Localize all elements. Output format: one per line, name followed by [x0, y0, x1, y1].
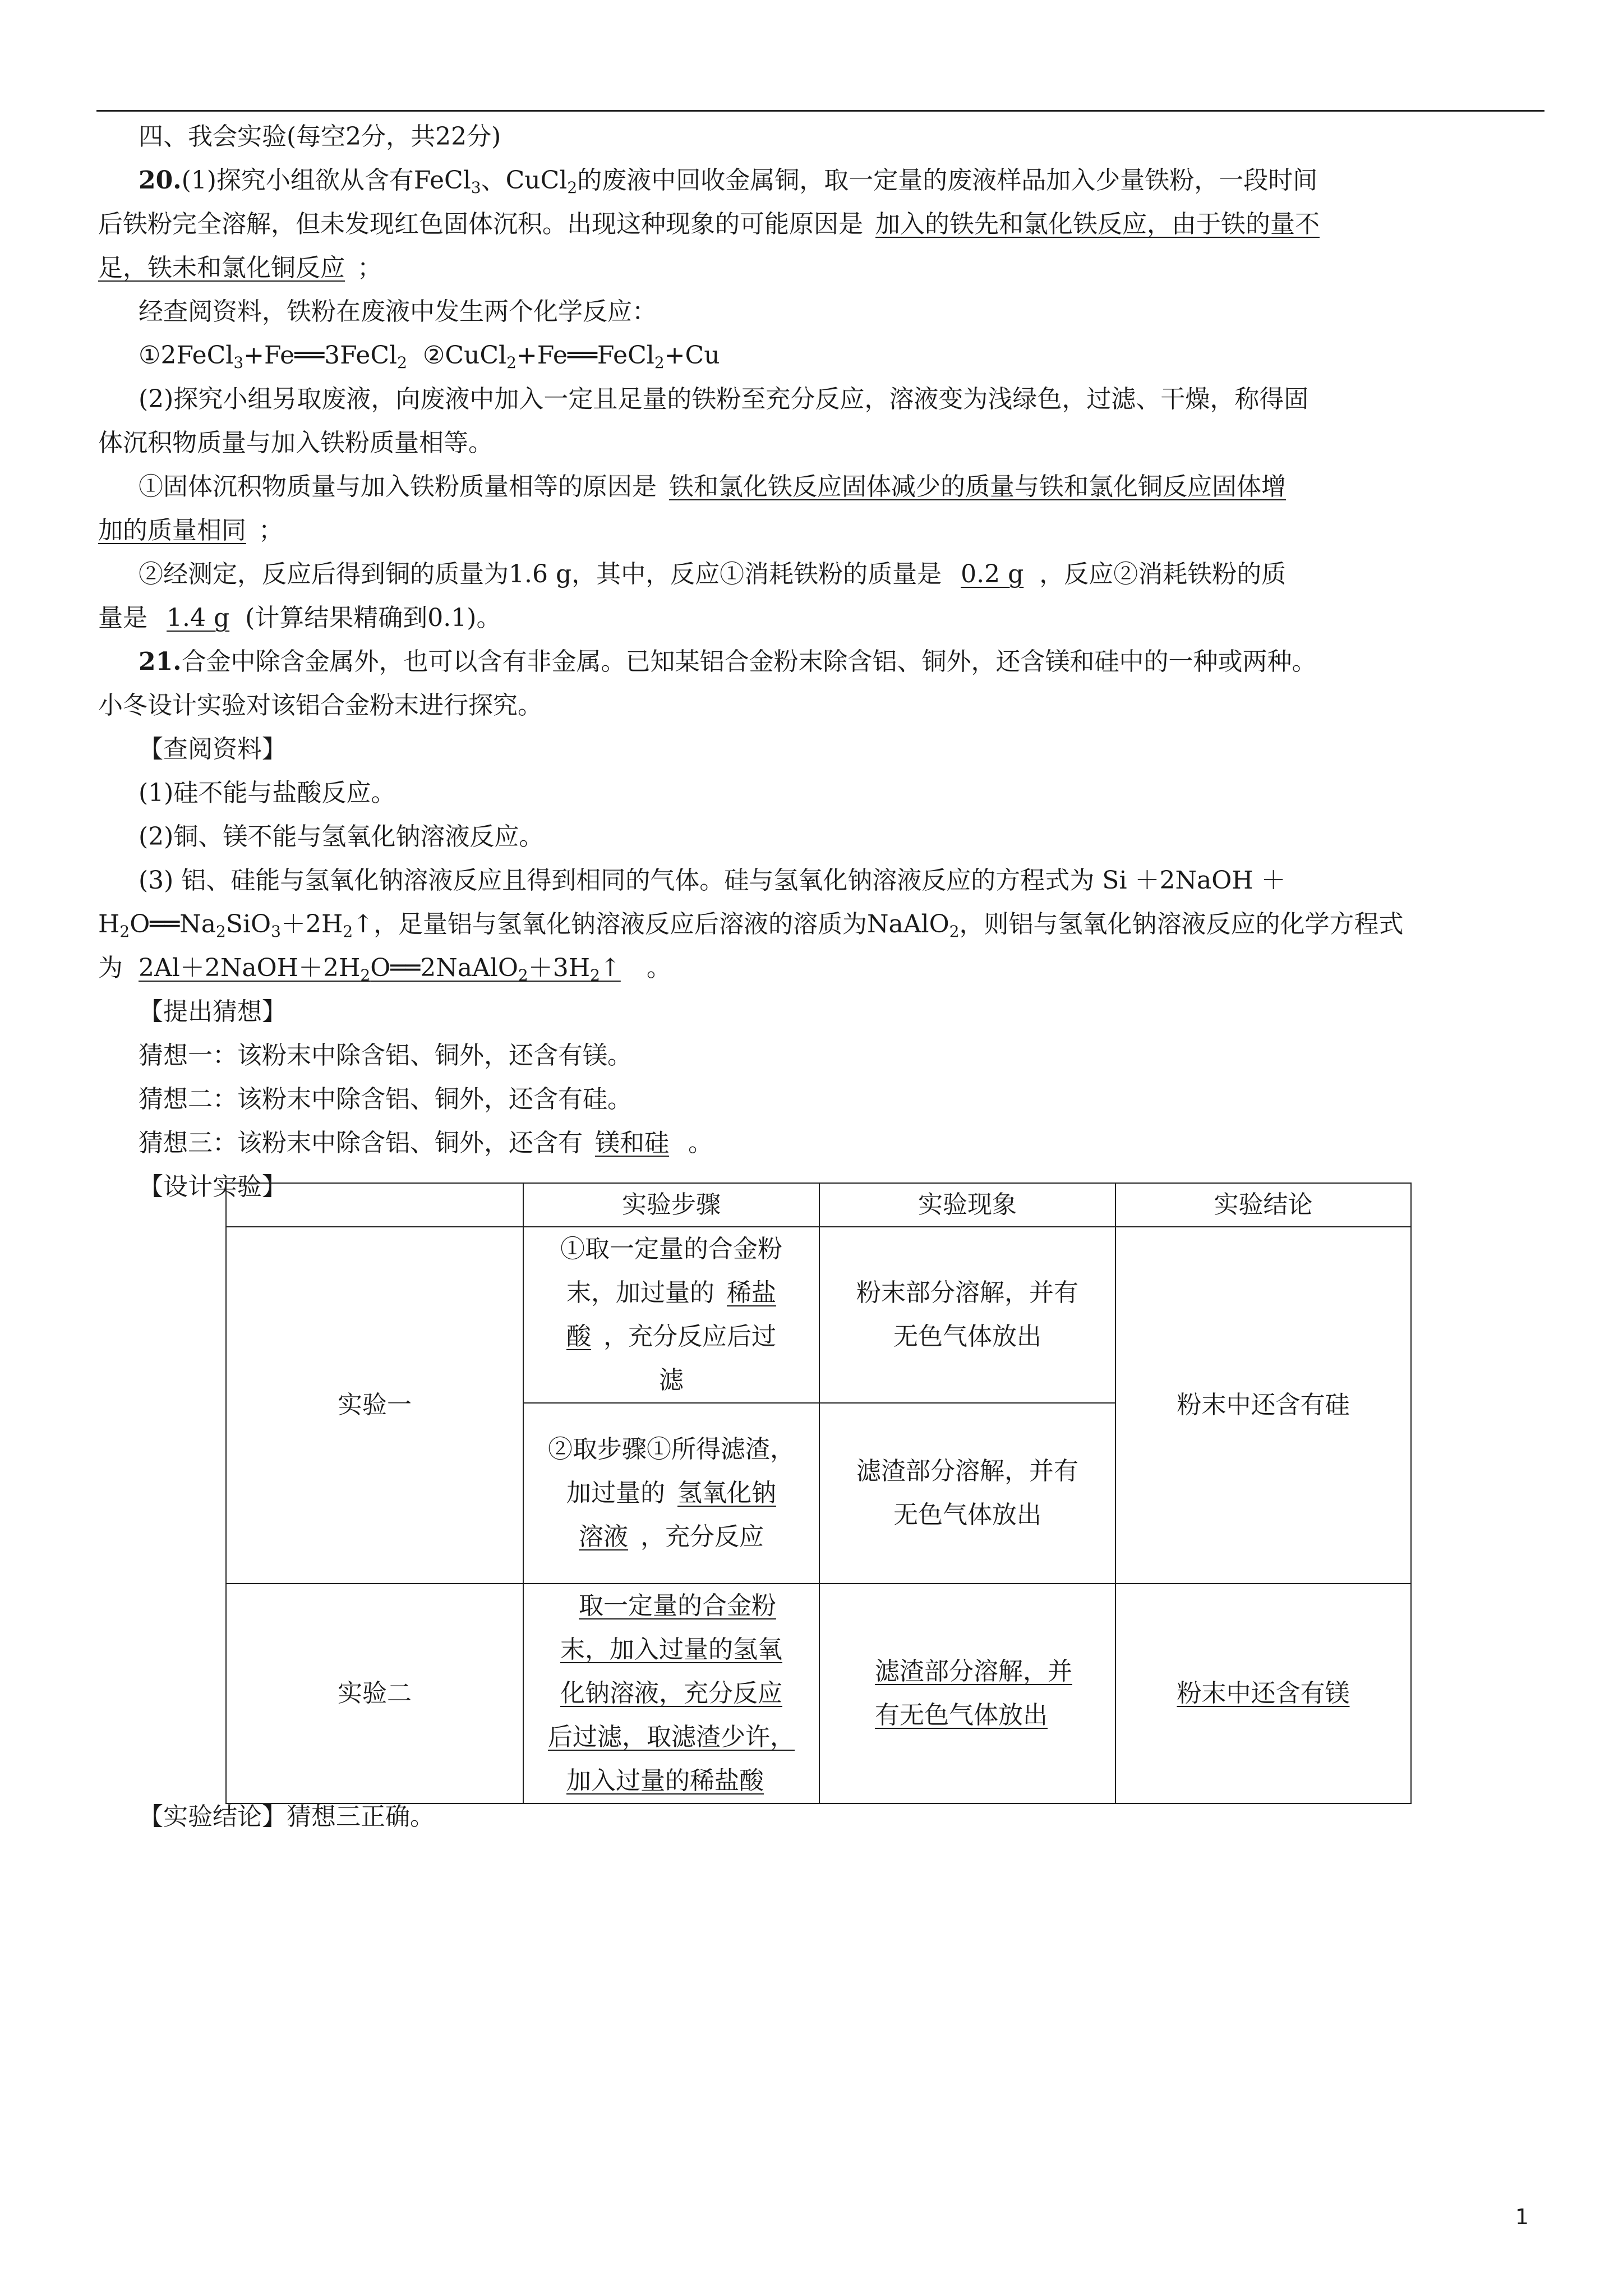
exp1-observation2: 滤渣部分溶解，并有 无色气体放出	[819, 1403, 1115, 1584]
q20-line-3: 足，铁未和氯化铜反应 ；	[98, 254, 382, 282]
section-title: 四、我会实验(每空2分，共22分)	[139, 122, 501, 151]
page-number: 1	[1515, 2205, 1529, 2229]
experiment-conclusion: 【实验结论】猜想三正确。	[139, 1802, 435, 1831]
answer-blank-1-cont: 足，铁未和氯化铜反应	[98, 254, 345, 282]
data-item-3: (3) 铝、硅能与氢氧化钠溶液反应且得到相同的气体。硅与氢氧化钠溶液反应的方程式为 Si ＋2NaOH ＋	[139, 866, 1286, 895]
q20-line-1: 20.(1)探究小组欲从含有FeCl$_3$、CuCl$_2$的废液中回收金属铜，取一定量的废液样品加入少量铁粉，一段时间	[139, 166, 1318, 197]
answer-blank-3: 0.2 g	[961, 560, 1024, 588]
heading-guess: 【提出猜想】	[139, 997, 287, 1026]
q20-part2-q1: ①固体沉积物质量与加入铁粉质量相等的原因是 铁和氯化铁反应固体减少的质量与铁和氯化铜反应固体增	[139, 472, 1286, 501]
q20-part2-line-1: (2)探究小组另取废液，向废液中加入一定且足量的铁粉至充分反应，溶液变为浅绿色，过滤、干燥，称得固	[139, 385, 1309, 413]
data-item-3-cont: $H_2O══Na_2SiO_3+2H_2↑$，足量铝与氢氧化钠溶液反应后溶液的溶质为NaAlO$_2$，则铝与氢氧化钠溶液反应的化学方程式	[98, 910, 1404, 941]
q20-line-2: 后铁粉完全溶解，但未发现红色固体沉积。出现这种现象的可能原因是 加入的铁先和氯化铁反应，由于铁的量不	[98, 210, 1320, 238]
table-row-exp1-step1	[226, 1227, 1411, 1403]
answer-blank-8: 氢氧化钠	[677, 1479, 776, 1507]
exp1-label: 实验一	[226, 1227, 523, 1584]
answer-blank-1: 加入的铁先和氯化铁反应，由于铁的量不	[875, 210, 1320, 238]
q20-info: 经查阅资料，铁粉在废液中发生两个化学反应：	[139, 297, 657, 326]
heading-data: 【查阅资料】	[139, 735, 287, 763]
answer-blank-4: 1.4 g	[167, 604, 230, 632]
exp1-step2: ②取步骤①所得滤渣， 加过量的 氢氧化钠 溶液 ，充分反应	[523, 1403, 819, 1584]
answer-blank-2-cont: 加的质量相同	[98, 516, 246, 545]
data-item-1: (1)硅不能与盐酸反应。	[139, 779, 396, 807]
exp2-conclusion	[1115, 1584, 1411, 1803]
guess-3: 猜想三：该粉末中除含铝、铜外，还含有 镁和硅 。	[139, 1129, 713, 1157]
q21-line-2: 小冬设计实验对该铝合金粉末进行探究。	[98, 691, 542, 720]
q20-part2-q2-cont: 量是 1.4 g (计算结果精确到0.1)。	[98, 604, 501, 632]
experiment-table	[225, 1182, 1412, 1804]
q21-line-1: 21.合金中除含金属外，也可以含有非金属。已知某铝合金粉末除含铝、铜外，还含镁和硅中的一种或两种。	[139, 647, 1317, 676]
q21-number: 21.	[139, 647, 182, 676]
data-item-2: (2)铜、镁不能与氢氧化钠溶液反应。	[139, 822, 544, 851]
guess-1: 猜想一：该粉末中除含铝、铜外，还含有镁。	[139, 1041, 632, 1070]
exp1-conclusion: 粉末中还含有硅	[1115, 1227, 1411, 1584]
q20-reactions: ①2FeCl$_3$+Fe══3FeCl$_2$ ②CuCl$_2$+Fe══FeCl$_2$+Cu	[139, 341, 720, 372]
answer-blank-10: 滤渣部分溶解，并 有无色气体放出	[875, 1657, 1072, 1729]
table-header-row	[226, 1183, 1411, 1227]
exp2-step	[523, 1584, 819, 1803]
q20-part2-q2: ②经测定，反应后得到铜的质量为1.6 g，其中，反应①消耗铁粉的质量是 0.2 g ，反应②消耗铁粉的质	[139, 560, 1287, 588]
answer-blank-8-cont: 溶液	[579, 1522, 628, 1551]
header-rule	[96, 110, 1544, 112]
data-item-3-answer: 为 $2Al+2NaOH+2H_2O══2NaAlO_2+3H_2↑$ 。	[98, 954, 671, 984]
question-content	[98, 115, 1545, 1209]
answer-blank-6: 镁和硅	[595, 1129, 669, 1157]
heading-design: 【设计实验】	[139, 1172, 287, 1201]
guess-2: 猜想二：该粉末中除含铝、铜外，还含有硅。	[139, 1085, 632, 1114]
table-header-phenomena: 实验现象	[819, 1183, 1115, 1227]
exp1-observation1: 粉末部分溶解，并有 无色气体放出	[819, 1227, 1115, 1403]
answer-blank-2: 铁和氯化铁反应固体减少的质量与铁和氯化铜反应固体增	[669, 472, 1286, 501]
q20-part2-line-2: 体沉积物质量与加入铁粉质量相等。	[98, 429, 493, 457]
table-header-steps: 实验步骤	[523, 1183, 819, 1227]
answer-blank-9: 取一定量的合金粉 末，加入过量的氢氧 化钠溶液，充分反应 后过滤，取滤渣少许， 加入过量的稀盐酸	[548, 1591, 795, 1795]
q20-number: 20.	[139, 166, 182, 195]
answer-blank-7-cont: 酸	[566, 1322, 591, 1351]
table-header-conclusion: 实验结论	[1115, 1183, 1411, 1227]
answer-blank-5: $2Al+2NaOH+2H_2O══2NaAlO_2+3H_2↑$	[139, 954, 621, 984]
exp2-label: 实验二	[226, 1584, 523, 1803]
exp1-step1: ①取一定量的合金粉 末，加过量的 稀盐 酸 ，充分反应后过 滤	[523, 1227, 819, 1403]
table-header-empty	[226, 1183, 523, 1227]
table-row-exp2	[226, 1584, 1411, 1803]
answer-blank-11: 粉末中还含有镁	[1177, 1679, 1350, 1708]
exp2-observation	[819, 1584, 1115, 1803]
q20-part2-q1-cont: 加的质量相同 ；	[98, 516, 283, 545]
answer-blank-7: 稀盐	[727, 1278, 776, 1307]
